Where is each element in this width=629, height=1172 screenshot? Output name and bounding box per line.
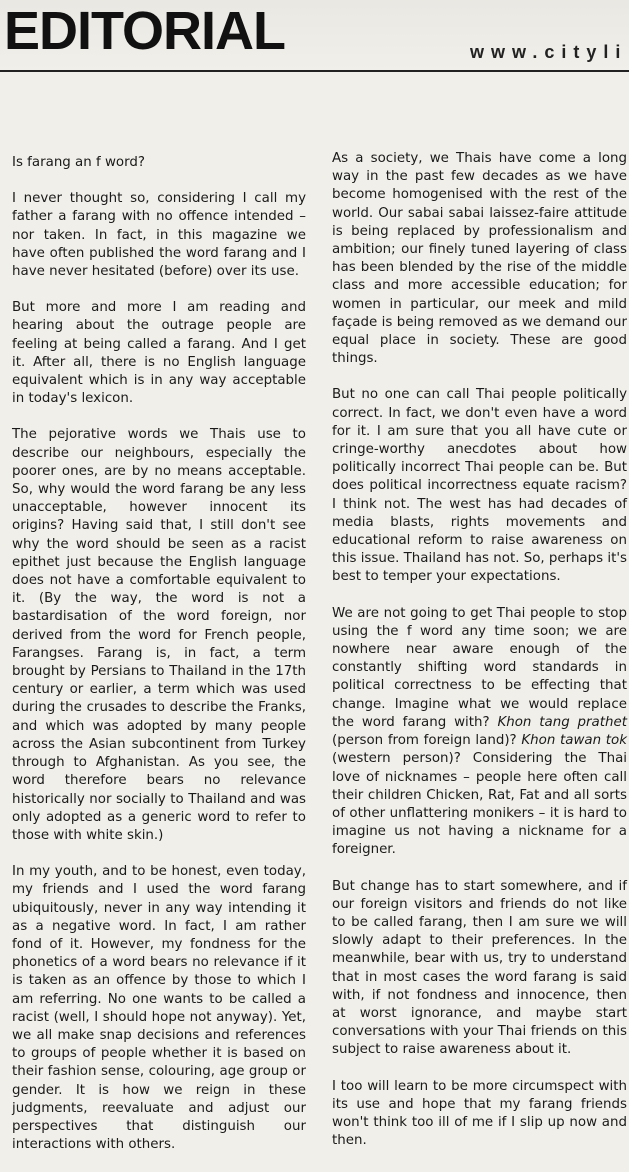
paragraph: I never thought so, considering I call my father a farang with no offence intended – nor taken. In fact, in this magazine we have often published the word farang and I have never hesitated (before) over its use. [12, 191, 306, 280]
text-run: (western person)? Considering the Thai love of nicknames – people here often call their children Chicken, Rat, Fat and all sorts of other unflattering monikers – it is hard to imagine us not having a nickname for a foreigner. [332, 751, 627, 858]
right-column [332, 150, 627, 1168]
paragraph: But change has to start somewhere, and if our foreign visitors and friends do not like to be called farang, then I am sure we will slowly adapt to their preferences. In the meanwhile, bear with us, try to understand that in most cases the word farang is said with, if not fondness and innocence, then at worst ignorance, and maybe start conversations with your Thai friends on this subject to raise awareness about it. [332, 878, 627, 1058]
paragraph: The pejorative words we Thais use to describe our neighbours, especially the poorer ones, are by no means acceptable. So, why would the word farang be any less unacceptable, however innocent its origins? Having said that, I still don't see why the word should be seen as a racist epithet just because the English language does not have a comfortable equivalent to it. (By the way, the word is not a bastardisation of the word foreign, nor derived from the word for French people, Farangses. Farang is, in fact, a term brought by Persians to Thailand in the 17th century or earlier, a term which was used during the crusades to describe the Franks, and which was adopted by many people across the Asian subcontinent from Turkey through to Afghanistan. As you see, the word therefore bears no relevance historically nor socially to Thailand and was only adopted as a generic word to refer to those with white skin.) [12, 427, 306, 843]
paragraph: In my youth, and to be honest, even today, my friends and I used the word farang ubiquitously, never in any way intending it as a negative word. In fact, I am rather fond of it. However, my fondness for the phonetics of a word bears no relevance if it is taken as an offence by those to which I am referring. No one wants to be called a racist (well, I should hope not anyway). Yet, we all make snap decisions and references to groups of people whether it is based on their fashion sense, colouring, age group or gender. It is how we reign in these judgments, reevaluate and adjust our perspectives that distinguish our interactions with others. [12, 864, 306, 1153]
left-column [12, 150, 306, 1172]
paragraph: But no one can call Thai people politically correct. In fact, we don't even have a word for it. I am sure that you all have cute or cringe-worthy anecdotes about how politically incorrect Thai people can be. But does political incorrectness equate racism? I think not. The west has had decades of media blasts, rights movements and educational reform to raise awareness on this issue. Thailand has not. So, perhaps it's best to temper your expectations. [332, 387, 627, 585]
text-run: (person from foreign land)? [332, 733, 522, 749]
paragraph: As a society, we Thais have come a long way in the past few decades as we have become homogenised with the rest of the world. Our sabai sabai laissez-faire attitude is being replaced by professionalism and ambition; our finely tuned layering of class has been blended by the rise of the middle class and more accessible education; for women in particular, our meek and mild façade is being removed as we demand our equal place in society. These are good things. [332, 151, 627, 367]
italic-phrase: Khon tang prathet [497, 714, 627, 730]
paragraph: But more and more I am reading and hearing about the outrage people are feeling at being called a farang. And I get it. After all, there is no English language equivalent which is in any way acceptable in today's lexicon. [12, 300, 306, 407]
paragraph: I too will learn to be more circumspect with its use and hope that my farang friends won't think too ill of me if I slip up now and then. [332, 1078, 627, 1149]
question-heading: Is farang an f word? [12, 155, 145, 170]
paragraph [332, 605, 627, 860]
header-rule [0, 70, 629, 72]
text-run: We are not going to get Thai people to stop using the f word any time soon; we are nowhere near aware enough of the constantly shifting word standards in political correctness to be effecting that change. Imagine what we would replace the word farang with? [332, 605, 627, 730]
section-title: EDITORIAL [4, 1, 286, 61]
italic-phrase: Khon tawan tok [521, 733, 627, 749]
website-url: www.cityli [470, 42, 628, 62]
